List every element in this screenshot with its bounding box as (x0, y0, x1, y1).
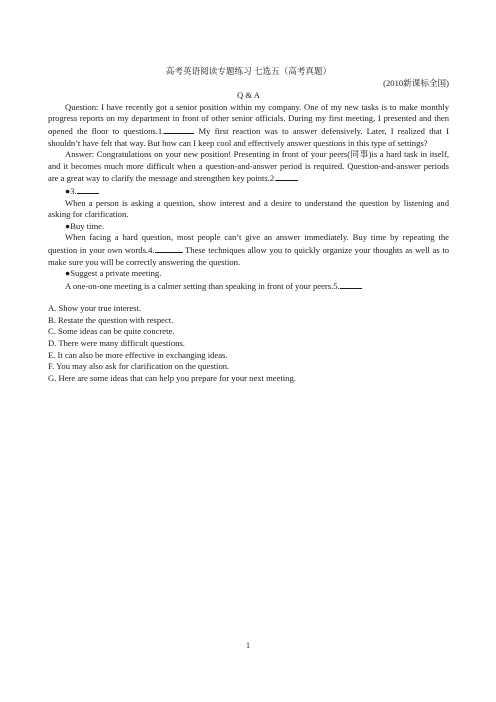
blank-4 (155, 244, 183, 253)
interest-paragraph: When a person is asking a question, show interest and a desire to understand the question by listening and asking for clarification. (48, 197, 449, 220)
spacer (48, 292, 449, 303)
content-area (48, 66, 449, 384)
buy-time-paragraph (48, 232, 449, 268)
option-e: E. It can also be more effective in exchanging ideas. (48, 349, 228, 360)
blank-3 (77, 185, 99, 194)
answer-paragraph (48, 149, 449, 185)
option-a: A. Show your true interest. (48, 303, 142, 314)
option-f: F. You may also ask for clarification on the question. (48, 361, 230, 372)
source-note: (2010新课标全国) (383, 77, 449, 88)
buy-time-text: When facing a hard question, most people can’t give an answer immediately. Buy time by repeating the question in your own words.4. (48, 232, 449, 255)
bullet-private-meeting: ●Suggest a private meeting. (65, 268, 162, 279)
option-g: G. Here are some ideas that can help you prepare for your next meeting. (48, 372, 296, 383)
options-list (48, 303, 449, 384)
option-b: B. Restate the question with respect. (48, 314, 174, 325)
page-title: 高考英语阅读专题练习 七选五（高考真题） (165, 66, 332, 76)
question-tail-text: My first reaction was to answer defensively. Later, I realized that I shouldn’t have felt that way. But how can I keep cool and effectively answer questions in this type of settings? (48, 125, 449, 148)
blank-1 (164, 125, 194, 134)
option-d: D. There were many difficult questions. (48, 338, 185, 349)
private-meeting-text: A one-on-one meeting is a calmer setting than speaking in front of your peers.5. (65, 280, 340, 291)
page-number: 1 (246, 641, 250, 650)
passage-heading: Q & A (237, 90, 260, 101)
bullet-buy-time: ●Buy time. (65, 220, 105, 231)
option-c: C. Some ideas can be quite concrete. (48, 326, 175, 337)
question-paragraph (48, 102, 449, 149)
question-text: Question: I have recently got a senior position within my company. One of my new tasks is to make monthly progress reports on my department in front of other senior officials. During my first meeting, I presented and then opened the floor to questions.1. (48, 101, 449, 136)
answer-text: Answer: Congratulations on your new position! Presenting in front of your peers(同事)is a hard task in itself, and it becomes much more difficult when a question-and-answer period is required. Question-and-answer periods are a great way to clarify the message and strengthen key points.2. (48, 149, 449, 184)
blank-5 (340, 280, 362, 289)
buy-time-tail-text: These techniques allow you to quickly organize your thoughts as well as to make sure you will be correctly answering the question. (48, 244, 450, 267)
bullet-3 (48, 185, 449, 198)
blank-2 (276, 172, 298, 181)
bullet-3-text: ●3. (65, 185, 77, 196)
private-meeting-paragraph (48, 280, 449, 293)
